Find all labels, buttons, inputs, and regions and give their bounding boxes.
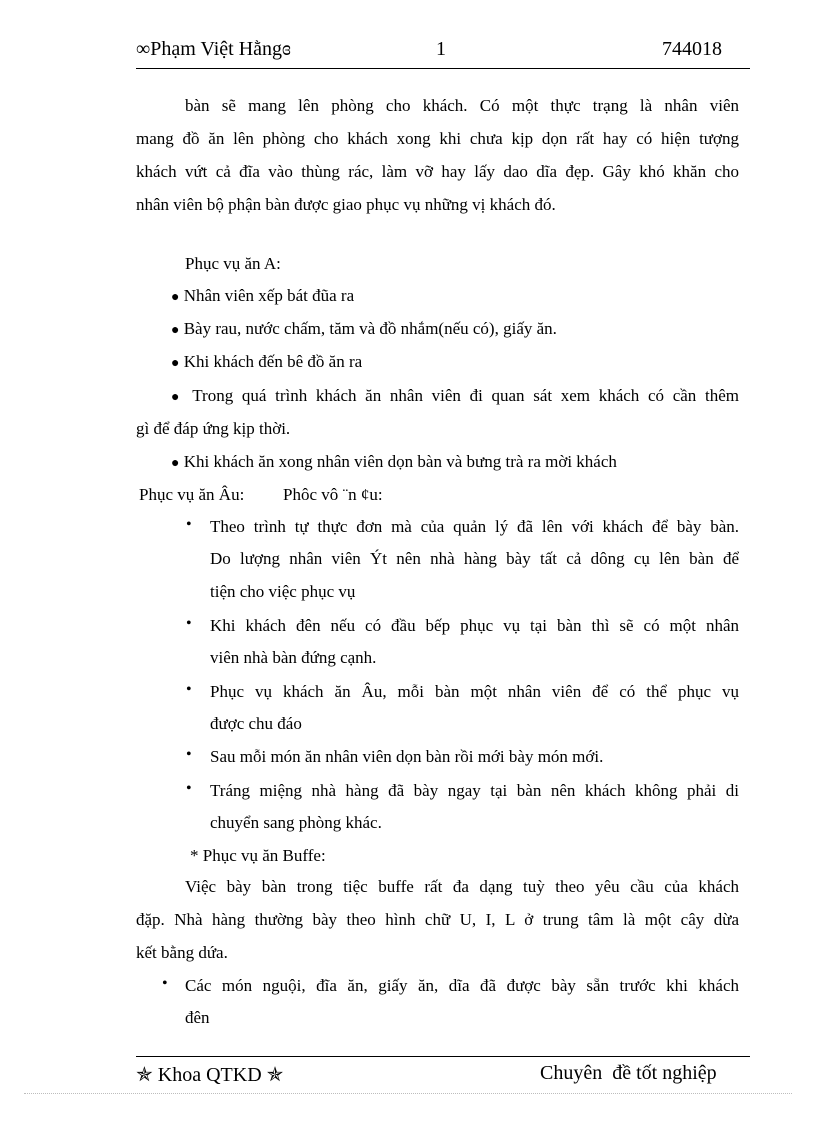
- page-number: 1: [436, 38, 446, 60]
- page-boundary: [24, 1093, 792, 1094]
- footer-right: Chuyên đề tốt nghiệp: [540, 1062, 717, 1084]
- bullet-icon: ●: [171, 323, 180, 338]
- bullet-icon: ●: [171, 390, 184, 405]
- list-item-text: Do lượng nhân viên Ýt nên nhà hàng bày tất cả dông cụ lên bàn để: [210, 549, 739, 568]
- bullet-icon: •: [186, 746, 192, 763]
- list-item: [171, 452, 617, 474]
- footer-left: [136, 1062, 283, 1087]
- header-author: [136, 38, 291, 61]
- list-item-text: Các món nguội, đĩa ăn, giấy ăn, dĩa đã được bày sẵn trước khi khách: [185, 976, 739, 995]
- buffet-title: * Phục vụ ăn Buffe:: [190, 846, 326, 865]
- ornament-left-icon: ∞: [136, 38, 151, 60]
- bullet-icon: •: [186, 615, 192, 632]
- list-item: [171, 352, 362, 374]
- list-item-text: Bày rau, nước chấm, tăm và đồ nhắm(nếu có), giấy ăn.: [183, 319, 557, 338]
- list-item: [171, 319, 557, 341]
- footer-department: Khoa QTKD: [157, 1064, 262, 1086]
- list-item-text: Phục vụ khách ăn Âu, mỗi bàn một nhân viên để có thể phục vụ: [210, 682, 739, 701]
- list-item-text: được chu đáo: [210, 714, 302, 733]
- body-line: khách vứt cả đĩa vào thùng rác, làm vỡ hay lấy dao dĩa đẹp. Gây khó khăn cho: [136, 162, 739, 181]
- body-line: bàn sẽ mang lên phòng cho khách. Có một thực trạng là nhân viên: [185, 96, 739, 115]
- body-line: mang đồ ăn lên phòng cho khách xong khi chưa kịp dọn rất hay có hiện tượng: [136, 129, 739, 148]
- list-item-text: Khi khách đến bê đồ ăn ra: [183, 352, 363, 371]
- list-item-text: Sau mỗi món ăn nhân viên dọn bàn rồi mới bày món mới.: [210, 747, 604, 766]
- list-item-text: Tráng miệng nhà hàng đã bày ngay tại bàn nên khách không phải di: [210, 781, 739, 800]
- star-icon: ✯: [266, 1064, 284, 1086]
- bullet-icon: ●: [171, 356, 180, 371]
- body-line: kết bằng dứa.: [136, 943, 228, 962]
- bullet-icon: •: [186, 681, 192, 698]
- list-item: [171, 286, 354, 308]
- header-rule: [136, 68, 750, 69]
- body-line: nhân viên bộ phận bàn được giao phục vụ những vị khách đó.: [136, 195, 556, 214]
- bullet-icon: •: [186, 780, 192, 797]
- list-item-text: viên nhà bàn đứng cạnh.: [210, 648, 377, 667]
- list-item-text: Khi khách đên nếu có đầu bếp phục vụ tại bàn thì sẽ có một nhân: [210, 616, 739, 635]
- list-item-text: Khi khách ăn xong nhân viên dọn bàn và bưng trà ra mời khách: [183, 452, 617, 471]
- section-a-title: Phục vụ ăn A:: [185, 254, 281, 273]
- body-line: đặp. Nhà hàng thường bày theo hình chữ U, I, L ở trung tâm là một cây dừa: [136, 910, 739, 929]
- list-item-text: tiện cho việc phục vụ: [210, 582, 356, 601]
- bullet-icon: ●: [171, 456, 180, 471]
- doc-code: 744018: [662, 38, 722, 60]
- section-au-garbled: Phôc vô ¨n ¢u:: [283, 485, 383, 504]
- body-line: Việc bày bàn trong tiệc buffe rất đa dạng tuỳ theo yêu cầu của khách: [185, 877, 739, 896]
- bullet-icon: •: [186, 516, 192, 533]
- bullet-icon: •: [162, 975, 168, 992]
- ornament-right-icon: ɞ: [282, 38, 291, 60]
- footer-rule: [136, 1056, 750, 1057]
- author-name: Phạm Việt Hằng: [150, 38, 283, 60]
- list-item-text: chuyển sang phòng khác.: [210, 813, 382, 832]
- star-icon: ✯: [136, 1064, 153, 1086]
- list-item-continuation: gì để đáp ứng kịp thời.: [136, 419, 291, 438]
- section-au-title: Phục vụ ăn Âu:: [139, 485, 245, 504]
- bullet-icon: ●: [171, 290, 180, 305]
- list-item-text: Nhân viên xếp bát đũa ra: [183, 286, 355, 305]
- list-item: [171, 386, 739, 408]
- list-item-text: Theo trình tự thực đơn mà của quản lý đã lên với khách để bày bàn.: [210, 517, 739, 536]
- list-item-text: đên: [185, 1008, 210, 1027]
- list-item-text: Trong quá trình khách ăn nhân viên đi quan sát xem khách có cần thêm: [192, 386, 739, 405]
